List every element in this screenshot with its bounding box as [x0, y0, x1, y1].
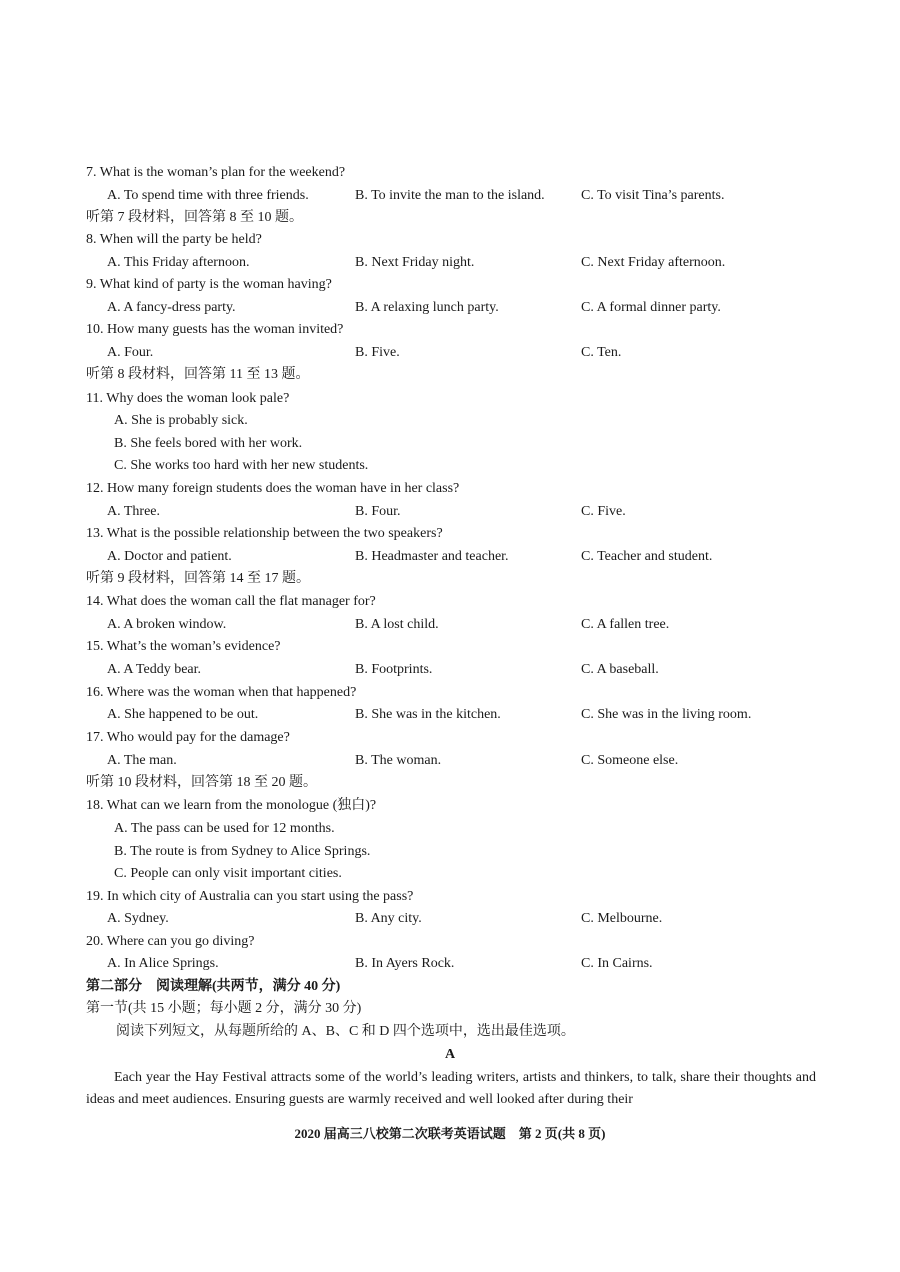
question-14-option-b: B. A lost child.	[355, 617, 439, 632]
question-18-option-c: C. People can only visit important cities.	[114, 866, 342, 881]
question-15-option-c: C. A baseball.	[581, 662, 659, 677]
question-19-option-a: A. Sydney.	[107, 911, 169, 926]
question-8-stem: 8. When will the party be held?	[86, 232, 262, 247]
question-9-option-b: B. A relaxing lunch party.	[355, 300, 499, 315]
section-7-instruction: 听第 7 段材料，回答第 8 至 10 题。	[86, 210, 303, 225]
question-7-option-a: A. To spend time with three friends.	[107, 188, 309, 203]
section-10-instruction: 听第 10 段材料，回答第 18 至 20 题。	[86, 775, 317, 790]
question-14-option-c: C. A fallen tree.	[581, 617, 670, 632]
passage-title: A	[444, 1047, 456, 1062]
question-12-option-c: C. Five.	[581, 504, 626, 519]
question-17-option-a: A. The man.	[107, 753, 177, 768]
question-8-option-c: C. Next Friday afternoon.	[581, 255, 726, 270]
page-footer: 2020 届高三八校第二次联考英语试题 第 2 页(共 8 页)	[294, 1126, 606, 1141]
question-16-stem: 16. Where was the woman when that happened?	[86, 685, 357, 700]
question-11-option-c: C. She works too hard with her new students.	[114, 458, 369, 473]
question-19-option-b: B. Any city.	[355, 911, 422, 926]
question-9-option-c: C. A formal dinner party.	[581, 300, 721, 315]
question-10-option-a: A. Four.	[107, 345, 154, 360]
question-20-stem: 20. Where can you go diving?	[86, 934, 255, 949]
section-8-instruction: 听第 8 段材料，回答第 11 至 13 题。	[86, 367, 310, 382]
question-19-stem: 19. In which city of Australia can you start using the pass?	[86, 889, 414, 904]
question-20-option-c: C. In Cairns.	[581, 956, 653, 971]
passage-paragraph: Each year the Hay Festival attracts some of the world’s leading writers, artists and thinkers, to talk, share their thoughts and ideas and meet audiences. Ensuring guests are warmly received and well looked after during their	[86, 1070, 816, 1107]
question-7-option-b: B. To invite the man to the island.	[355, 188, 545, 203]
reading-instruction: 阅读下列短文，从每题所给的 A、B、C 和 D 四个选项中，选出最佳选项。	[116, 1024, 575, 1039]
question-17-option-c: C. Someone else.	[581, 753, 679, 768]
question-20-option-b: B. In Ayers Rock.	[355, 956, 455, 971]
question-14-stem: 14. What does the woman call the flat manager for?	[86, 594, 376, 609]
question-19-option-c: C. Melbourne.	[581, 911, 663, 926]
question-10-option-c: C. Ten.	[581, 345, 622, 360]
question-11-option-b: B. She feels bored with her work.	[114, 436, 303, 451]
question-15-option-b: B. Footprints.	[355, 662, 433, 677]
question-15-stem: 15. What’s the woman’s evidence?	[86, 639, 281, 654]
question-16-option-b: B. She was in the kitchen.	[355, 707, 501, 722]
question-8-option-b: B. Next Friday night.	[355, 255, 475, 270]
question-17-option-b: B. The woman.	[355, 753, 442, 768]
question-9-option-a: A. A fancy-dress party.	[107, 300, 236, 315]
question-11-stem: 11. Why does the woman look pale?	[86, 391, 290, 406]
question-8-option-a: A. This Friday afternoon.	[107, 255, 250, 270]
question-13-stem: 13. What is the possible relationship between the two speakers?	[86, 526, 443, 541]
question-13-option-c: C. Teacher and student.	[581, 549, 713, 564]
question-9-stem: 9. What kind of party is the woman having?	[86, 277, 332, 292]
question-20-option-a: A. In Alice Springs.	[107, 956, 219, 971]
question-18-option-a: A. The pass can be used for 12 months.	[114, 821, 335, 836]
question-10-stem: 10. How many guests has the woman invited?	[86, 322, 344, 337]
question-13-option-b: B. Headmaster and teacher.	[355, 549, 509, 564]
question-18-option-b: B. The route is from Sydney to Alice Springs.	[114, 844, 371, 859]
question-15-option-a: A. A Teddy bear.	[107, 662, 202, 677]
question-12-option-b: B. Four.	[355, 504, 401, 519]
question-12-stem: 12. How many foreign students does the woman have in her class?	[86, 481, 460, 496]
question-10-option-b: B. Five.	[355, 345, 400, 360]
question-7-option-c: C. To visit Tina’s parents.	[581, 188, 725, 203]
question-14-option-a: A. A broken window.	[107, 617, 227, 632]
question-16-option-c: C. She was in the living room.	[581, 707, 752, 722]
question-7-stem: 7. What is the woman’s plan for the weekend?	[86, 165, 346, 180]
question-12-option-a: A. Three.	[107, 504, 160, 519]
question-16-option-a: A. She happened to be out.	[107, 707, 259, 722]
section-9-instruction: 听第 9 段材料，回答第 14 至 17 题。	[86, 571, 310, 586]
section-1-heading: 第一节(共 15 小题；每小题 2 分，满分 30 分)	[86, 1001, 362, 1016]
question-11-option-a: A. She is probably sick.	[114, 413, 248, 428]
question-13-option-a: A. Doctor and patient.	[107, 549, 232, 564]
question-18-stem: 18. What can we learn from the monologue (独白)?	[86, 798, 377, 813]
part-2-title: 第二部分 阅读理解(共两节，满分 40 分)	[86, 979, 341, 994]
question-17-stem: 17. Who would pay for the damage?	[86, 730, 290, 745]
